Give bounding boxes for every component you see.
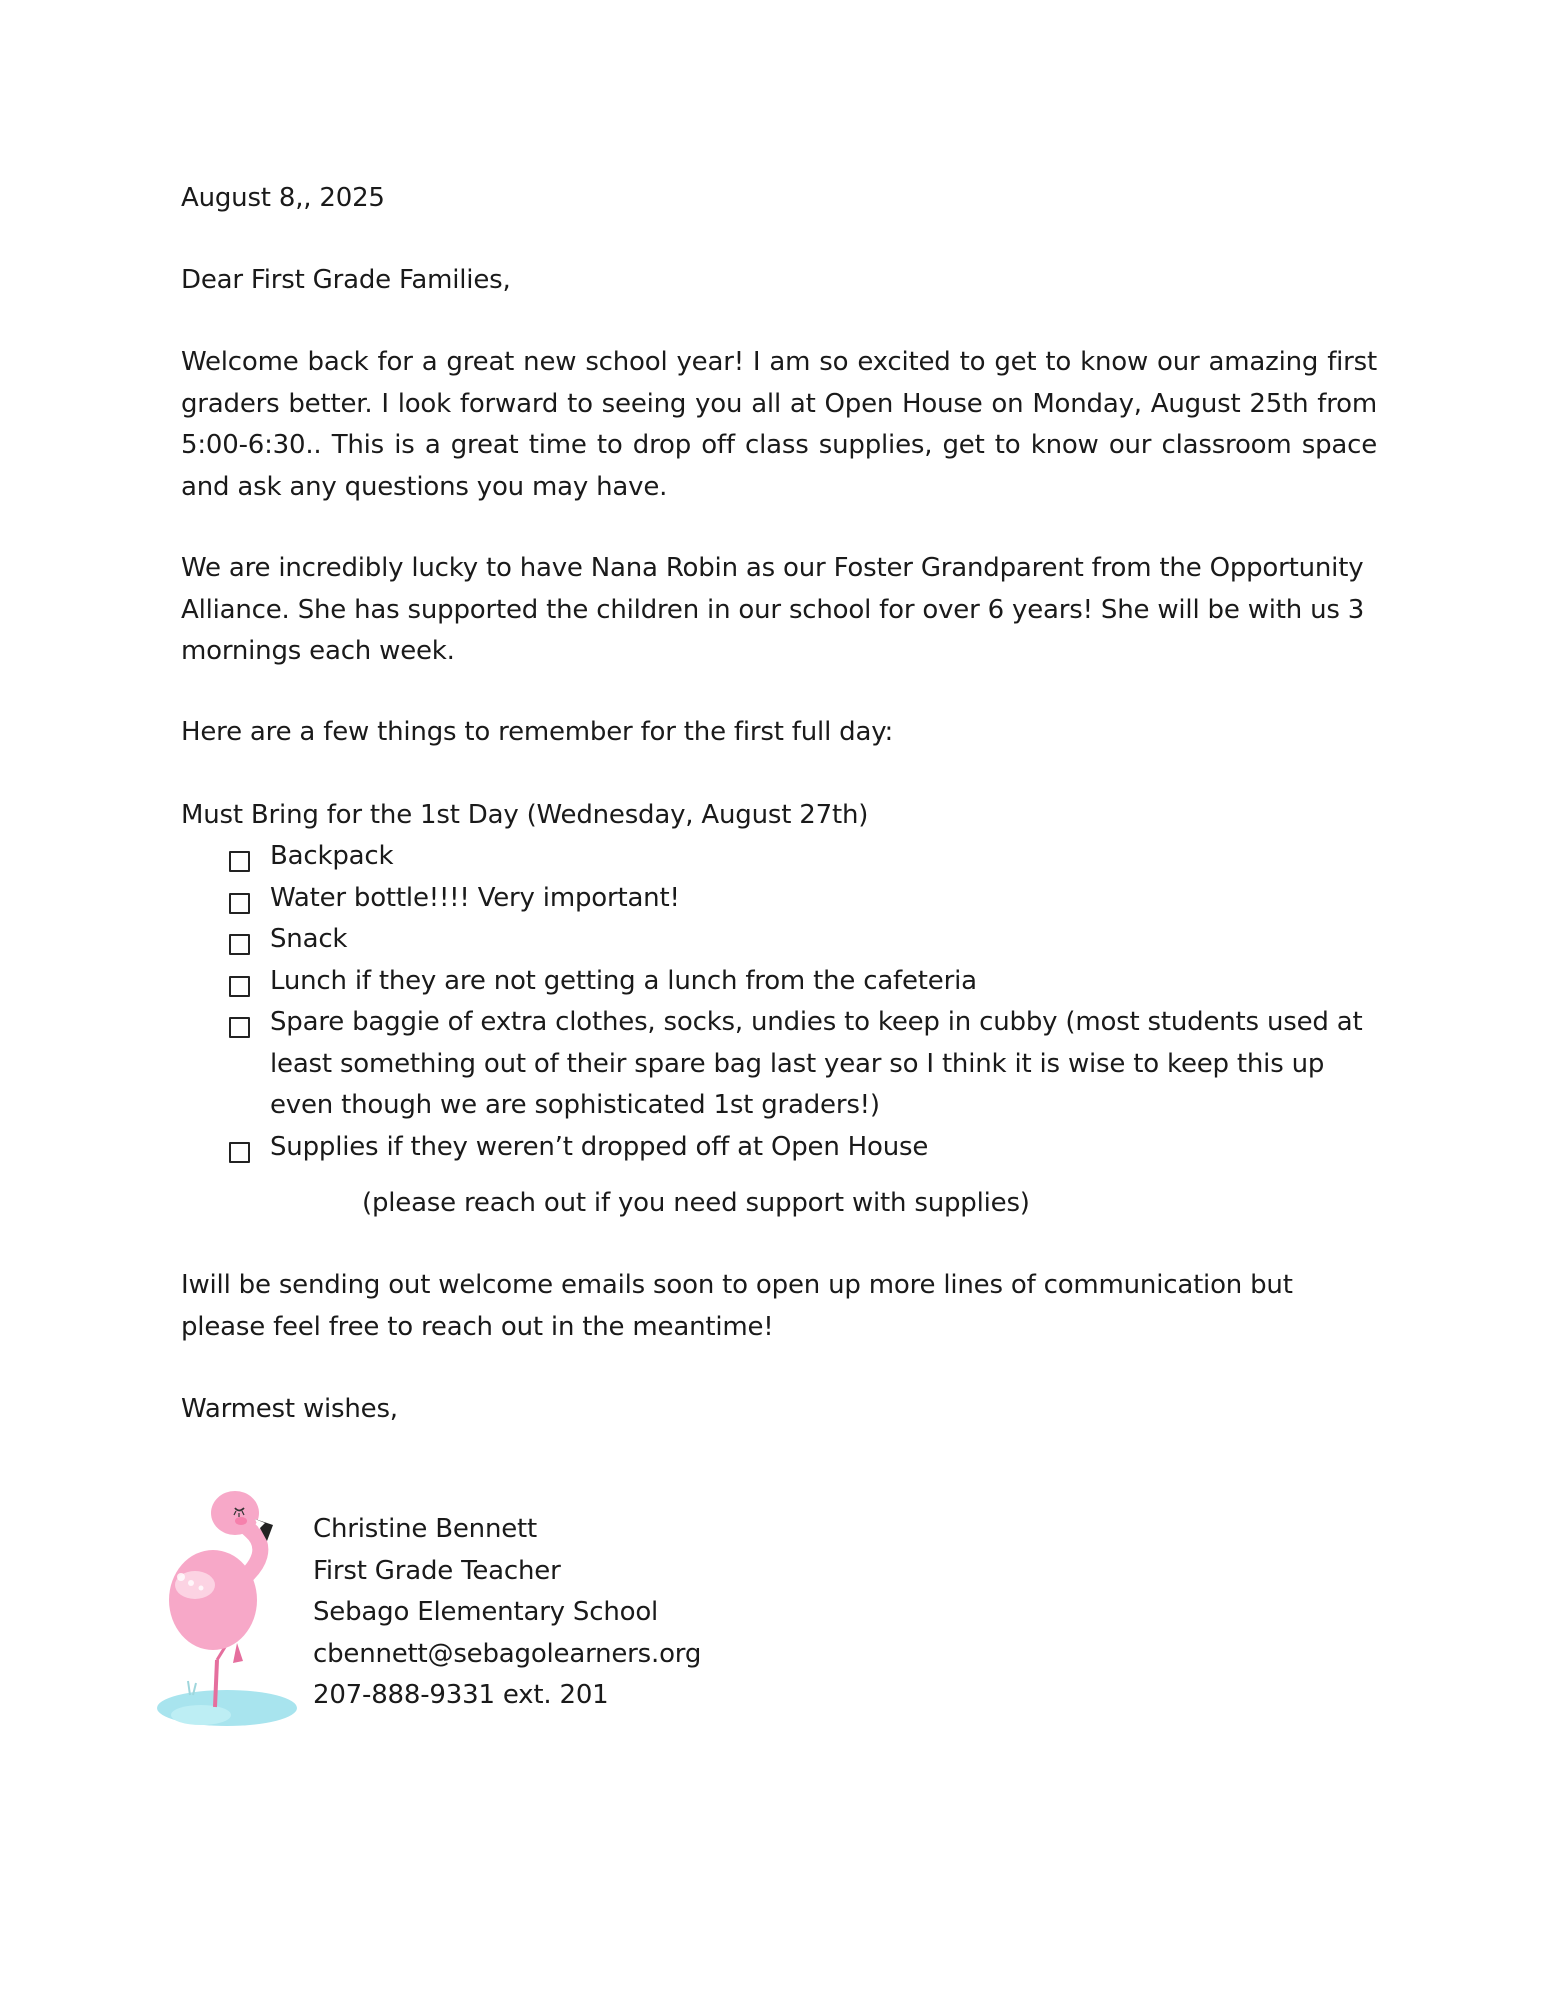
signature-email: cbennett@sebagolearners.org [313,1638,702,1669]
letter-closing: Warmest wishes, [181,1394,398,1424]
letter-date: August 8,, 2025 [181,183,385,213]
checkbox-icon [229,934,250,955]
checklist-item-label: Snack [270,924,348,954]
checklist-item-label: Supplies if they weren’t dropped off at Open House [270,1131,929,1162]
checklist-item [227,878,1377,920]
signature-title: First Grade Teacher [313,1555,561,1586]
checkbox-icon [229,1017,250,1038]
checklist-item [227,836,1377,878]
flamingo-icon [155,1485,300,1740]
checkbox-icon [229,851,250,872]
signature-phone: 207-888-9331 ext. 201 [313,1680,609,1710]
welcome-paragraph: Welcome back for a great new school year! I am so excited to get to know our amazing first graders better. I look forward to seeing you all at Open House on Monday, August 25th from 5:00-6:30.. This is a great time to drop off class supplies, get to know our classroom space and ask any questions you may have. [181,347,1377,502]
checklist-item [227,1127,1377,1169]
checklist-item [227,961,1377,1003]
list-heading: Must Bring for the 1st Day (Wednesday, August 27th) [181,800,869,830]
must-bring-checklist [227,836,1377,1168]
signature-name: Christine Bennett [313,1514,538,1544]
closing-paragraph: Iwill be sending out welcome emails soon to open up more lines of communication but please feel free to reach out in the meantime! [181,1270,1293,1342]
checklist-item-label: Backpack [270,841,394,871]
signature-school: Sebago Elementary School [313,1597,659,1627]
supplies-note: (please reach out if you need support with supplies) [362,1188,1030,1218]
foster-grandparent-paragraph: We are incredibly lucky to have Nana Robin as our Foster Grandparent from the Opportunity Alliance. She has supported the children in our school for over 6 years! She will be with us 3 mornings each week. [181,553,1365,666]
checkbox-icon [229,893,250,914]
checkbox-icon [229,1142,250,1163]
checklist-item-label: Lunch if they are not getting a lunch from the cafeteria [270,965,977,996]
checklist-item-label: Water bottle!!!! Very important! [270,882,680,913]
checklist-item [227,1002,1377,1127]
letter-greeting: Dear First Grade Families, [181,265,511,295]
checklist-item-label: Spare baggie of extra clothes, socks, undies to keep in cubby (most students used at least something out of their spare bag last year so I think it is wise to keep this up even though we are sophisticated 1st graders!) [270,1007,1363,1120]
list-intro: Here are a few things to remember for the first full day: [181,717,894,747]
checkbox-icon [229,976,250,997]
signature-block [313,1509,701,1717]
checklist-item [227,919,1377,961]
